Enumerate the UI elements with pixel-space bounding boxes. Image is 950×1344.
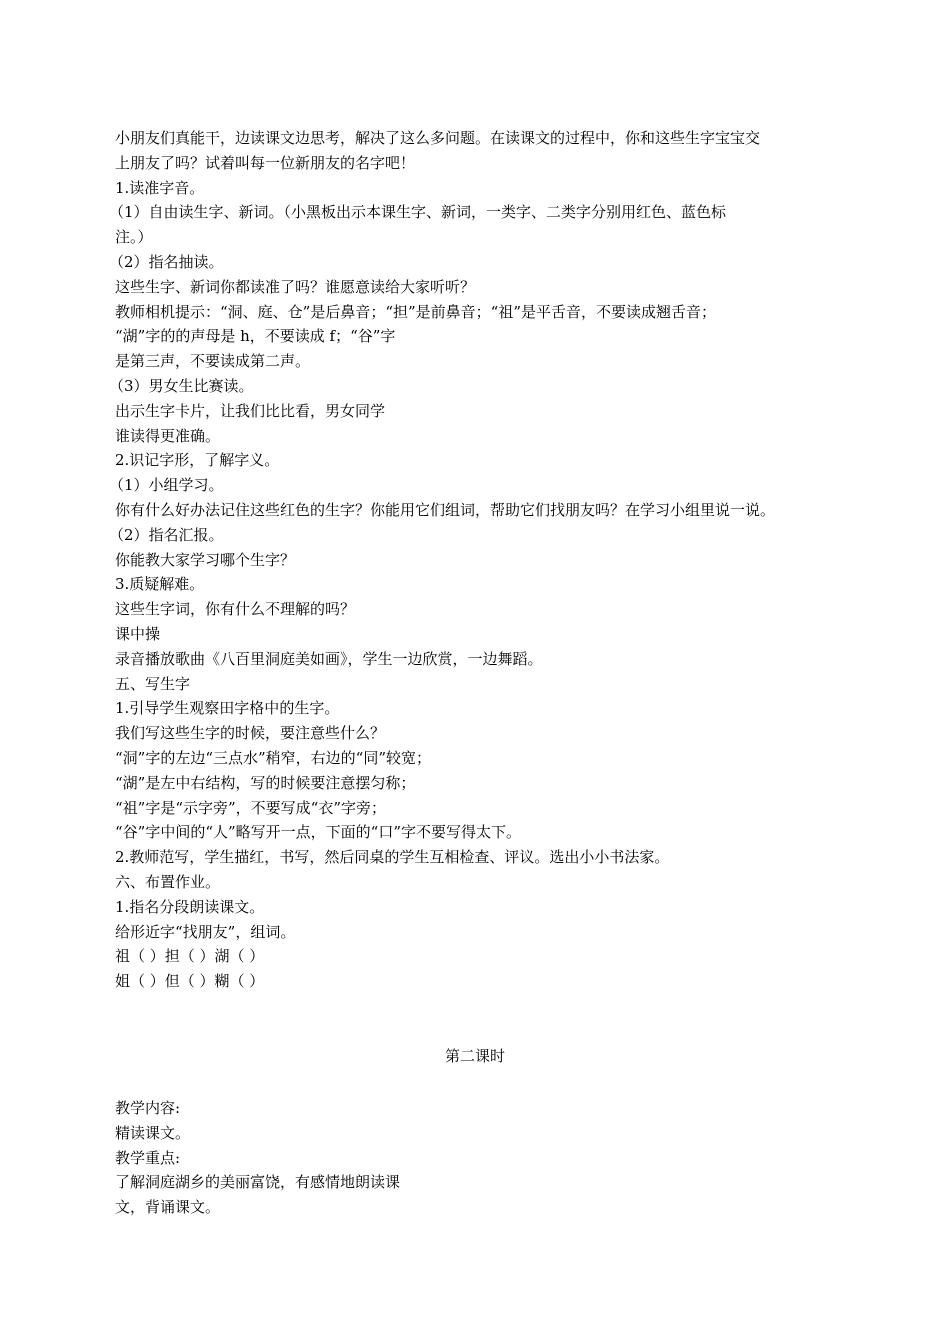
text-line: 精读课文。 xyxy=(115,1123,191,1142)
text-line: 文，背诵课文。 xyxy=(115,1198,221,1217)
text-line: “湖”字的的声母是 h，不要读成 f；“谷”字 xyxy=(115,327,396,346)
text-line: 教学重点: xyxy=(115,1148,181,1167)
text-line: 出示生字卡片，让我们比比看，男女同学 xyxy=(115,401,386,420)
text-line: 五、写生字 xyxy=(115,674,191,693)
text-line: 谁读得更准确。 xyxy=(115,426,221,445)
text-line: 你有什么好办法记住这些红色的生字？你能用它们组词，帮助它们找朋友吗？在学习小组里说一说。 xyxy=(115,500,776,519)
text-line: 3.质疑解难。 xyxy=(115,575,205,594)
text-line: （2）指名汇报。 xyxy=(109,525,224,544)
text-line: 课中操 xyxy=(115,624,161,643)
text-line: （1）自由读生字、新词。（小黑板出示本课生字、新词，一类字、二类字分别用红色、蓝色标 xyxy=(109,203,727,222)
text-line: 注。） xyxy=(115,228,153,247)
text-line: 1.指名分段朗读课文。 xyxy=(115,897,265,916)
text-line: 1.引导学生观察田字格中的生字。 xyxy=(115,699,340,718)
text-line: 录音播放歌曲《八百里洞庭美如画》，学生一边欣赏，一边舞蹈。 xyxy=(115,649,543,668)
text-line: （2）指名抽读。 xyxy=(109,252,224,271)
text-line: 给形近字“找朋友”，组词。 xyxy=(115,922,296,941)
text-line: 是第三声，不要读成第二声。 xyxy=(115,352,311,371)
text-line: （3）男女生比赛读。 xyxy=(109,376,254,395)
text-line: 你能教大家学习哪个生字？ xyxy=(115,550,296,569)
text-line: 这些生字词，你有什么不理解的吗？ xyxy=(115,600,356,619)
text-line: “祖”字是“示字旁”，不要写成“衣”字旁； xyxy=(115,798,387,817)
text-line: 姐（ ）但（ ）糊（ ） xyxy=(115,972,265,991)
text-line: （1）小组学习。 xyxy=(109,476,224,495)
text-line: “洞”字的左边“三点水”稍窄，右边的“同”较宽； xyxy=(115,748,432,767)
text-line: 祖（ ）担（ ）湖（ ） xyxy=(115,947,265,966)
section-title: 第二课时 xyxy=(444,1047,505,1065)
text-line: 这些生字、新词你都读准了吗？谁愿意读给大家听听？ xyxy=(115,277,476,296)
document-body-part2 xyxy=(115,1096,855,1220)
text-line: “湖”是左中右结构，写的时候要注意摆匀称； xyxy=(115,773,416,792)
text-line: 我们写这些生字的时候，要注意些什么？ xyxy=(115,724,386,743)
text-line: 小朋友们真能干，边读课文边思考，解决了这么多问题。在读课文的过程中，你和这些生字宝宝交 xyxy=(115,129,761,147)
text-line: 教师相机提示：“洞、庭、仓”是后鼻音；“担”是前鼻音；“祖”是平舌音，不要读成翘舌音； xyxy=(115,302,717,321)
text-line: “谷”字中间的“人”略写开一点，下面的“口”字不要写得太下。 xyxy=(115,823,522,842)
text-line: 1.读准字音。 xyxy=(115,178,205,197)
text-line: 教学内容: xyxy=(115,1099,181,1117)
text-line: 了解洞庭湖乡的美丽富饶，有感情地朗读课 xyxy=(115,1173,401,1192)
document-body xyxy=(109,126,855,994)
text-line: 2.教师范写，学生描红，书写，然后同桌的学生互相检查、评议。选出小小书法家。 xyxy=(115,848,670,867)
text-line: 2.识记字形，了解字义。 xyxy=(115,451,280,470)
text-line: 上朋友了吗？试着叫每一位新朋友的名字吧！ xyxy=(115,153,416,172)
text-line: 六、布置作业。 xyxy=(115,872,221,891)
